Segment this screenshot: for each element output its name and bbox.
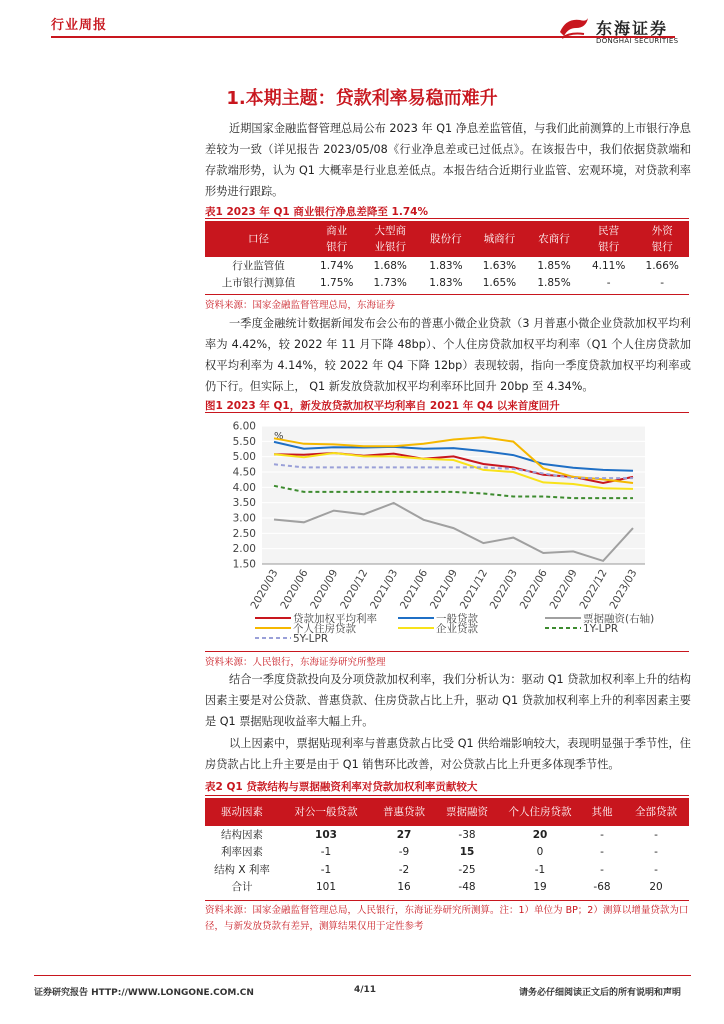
table1-header-cell: 商业 银行	[312, 221, 361, 257]
table-cell: 20	[532, 828, 548, 841]
table-cell: 1.85%	[537, 276, 571, 289]
y-tick-label: 1.50	[232, 558, 256, 571]
table2-header-cell: 对公一般贷款	[279, 798, 373, 826]
table1-bottom-rule	[205, 294, 689, 295]
table1	[205, 221, 689, 291]
table2	[205, 798, 689, 896]
table-cell: -	[600, 863, 604, 876]
table1-caption: 表1 2023 年 Q1 商业银行净息差降至 1.74%	[205, 206, 428, 218]
page-number: 4/11	[354, 985, 377, 995]
legend-label: 个人住房贷款	[293, 623, 356, 635]
table1-header-row	[205, 221, 689, 257]
legend-label: 贷款加权平均利率	[293, 613, 377, 625]
figure1-rule	[205, 412, 689, 413]
table2-header-cell: 票据融资	[435, 798, 499, 826]
table2-header-cell: 普惠贷款	[373, 798, 435, 826]
section-tag: 行业周报	[51, 18, 108, 33]
table-cell: -	[654, 846, 658, 859]
loan-rate-chart	[205, 416, 689, 648]
paragraph-2-text: 一季度金融统计数据新闻发布会公布的普惠小微企业贷款（3 月普惠小微企业贷款加权平均利率为 4.42%，较 2022 年 11 月下降 48bp）、个人住房贷款加权平均利率（Q1 个人住房贷款加权平均利率为 4.14%，较 2022 年 Q4 下降 12bp）表现较弱，指向一季度贷款加权平均利率或仍下行。但实际上， Q1 新发放贷款加权平均利率环比回升 20bp 至 4.34%。	[205, 317, 691, 393]
table1-rule	[205, 218, 689, 219]
y-tick-label: 2.00	[232, 543, 256, 556]
x-tick-label: 2022/03	[487, 567, 520, 612]
x-tick-label: 2020/03	[248, 567, 281, 612]
table-cell: 101	[315, 881, 337, 894]
table-cell: 1.74%	[320, 259, 354, 272]
figure1-source: 资料来源：人民银行，东海证券研究所整理	[205, 657, 386, 668]
y-tick-label: 5.00	[232, 451, 256, 464]
table-cell: -48	[458, 881, 476, 894]
table-row	[205, 844, 689, 862]
y-tick-label: 2.50	[232, 527, 256, 540]
x-tick-label: 2021/09	[427, 567, 461, 612]
x-tick-label: 2021/12	[457, 567, 491, 612]
x-tick-label: 2022/09	[547, 567, 580, 612]
paragraph-2	[205, 313, 691, 397]
table-cell: 1.83%	[429, 259, 463, 272]
paragraph-3	[205, 669, 691, 732]
table2-body	[205, 826, 689, 896]
x-tick-label: 2022/06	[517, 567, 550, 612]
table2-header-cell: 其他	[581, 798, 623, 826]
table2-header-row	[205, 798, 689, 826]
figure1-caption: 图1 2023 年 Q1，新发放贷款加权平均利率自 2021 年 Q4 以来首度回升	[205, 400, 560, 412]
table2-source: 资料来源：国家金融监督管理总局，人民银行，东海证券研究所测算。注：1）单位为 BP；2）测算以增量贷款为口径，与新发放贷款有差异，测算结果仅用于定性参考	[205, 905, 689, 932]
table2-bottom-rule	[205, 900, 689, 901]
y-tick-label: 4.00	[232, 481, 256, 494]
table1-source: 资料来源：国家金融监督管理总局，东海证券	[205, 300, 396, 311]
table-cell: -1	[320, 846, 332, 859]
x-tick-label: 2023/03	[607, 567, 640, 612]
table-cell: 1.73%	[373, 276, 407, 289]
table1-header-cell: 大型商 业银行	[361, 221, 419, 257]
table-cell: -38	[458, 828, 476, 841]
y-tick-label: 6.00	[232, 420, 256, 433]
table2-header-cell: 全部贷款	[623, 798, 689, 826]
x-tick-label: 2020/06	[278, 567, 311, 612]
table-cell: -2	[398, 863, 410, 876]
table-cell: 103	[315, 828, 337, 841]
table-cell: 4.11%	[591, 259, 626, 272]
table-cell: 20	[649, 881, 663, 894]
y-tick-label: 3.50	[232, 497, 256, 510]
page-title: 1.本期主题：贷款利率易稳而难升	[226, 88, 498, 109]
table-cell: -	[660, 276, 665, 289]
brand-name: 东海证券	[596, 19, 669, 38]
table-cell: 1.85%	[537, 259, 571, 272]
table1-header-cell: 外资 银行	[635, 221, 689, 257]
table1-header-cell: 城商行	[473, 221, 527, 257]
table-cell: -	[600, 846, 604, 859]
table2-header-cell: 驱动因素	[205, 798, 279, 826]
table-row	[205, 257, 689, 274]
x-tick-label: 2021/03	[368, 567, 401, 612]
footer-left: 证券研究报告 HTTP://WWW.LONGONE.COM.CN	[34, 988, 254, 998]
footer-disclaimer: 请务必仔细阅读正文后的所有说明和声明	[519, 988, 682, 998]
table1-header-cell: 农商行	[526, 221, 582, 257]
table-cell: 1.68%	[373, 259, 407, 272]
x-tick-label: 2020/09	[308, 567, 341, 612]
y-tick-label: 5.50	[232, 435, 256, 448]
x-tick-label: 2021/06	[397, 567, 431, 612]
intro-text: 近期国家金融监督管理总局公布 2023 年 Q1 净息差监管值，与我们此前测算的上市银行净息差较为一致（详见报告 2023/05/08《行业净息差或已过低点》。在该报告中，我们依据贷款端和存款端形势，认为 Q1 大概率是行业息差低点。本报告结合近期行业监管、宏观环境，对贷款利率形势进行跟踪。	[205, 122, 691, 198]
table-row	[205, 861, 689, 879]
x-tick-label: 2022/12	[577, 567, 610, 612]
table-row	[205, 274, 689, 291]
table2-header-cell: 个人住房贷款	[499, 798, 581, 826]
legend-label: 企业贷款	[436, 623, 478, 635]
paragraph-4	[205, 733, 691, 775]
table-cell: 16	[397, 881, 411, 894]
paragraph-3-text: 结合一季度贷款投向及分项贷款加权利率，我们分析认为：驱动 Q1 贷款加权利率上升的结构因素主要是对公贷款、普惠贷款、住房贷款占比上升，驱动 Q1 贷款加权利率上升的利率因素主要是 Q1 票据贴现收益率大幅上升。	[205, 673, 691, 728]
y-tick-label: 3.00	[232, 512, 256, 525]
y-unit-label: %	[274, 431, 284, 442]
intro-paragraph	[205, 118, 691, 202]
table-cell: 1.63%	[482, 259, 517, 272]
table-row	[205, 826, 689, 844]
y-tick-label: 4.50	[232, 466, 256, 479]
table-cell: -9	[398, 846, 410, 859]
table-row	[205, 879, 689, 897]
table-cell: -	[654, 863, 658, 876]
table1-body	[205, 257, 689, 291]
table-cell: 0	[536, 846, 544, 859]
table-cell: 利率因素	[221, 846, 263, 859]
table-cell: 结构因素	[221, 828, 263, 841]
table-cell: -1	[534, 863, 546, 876]
paragraph-4-text: 以上因素中，票据贴现利率与普惠贷款占比受 Q1 供给端影响较大，表现明显强于季节性，住房贷款占比上升主要是由于 Q1 销售环比改善，对公贷款占比上升更多体现季节性。	[205, 737, 691, 771]
legend-label: 5Y-LPR	[293, 633, 329, 645]
table1-header-cell: 股份行	[419, 221, 473, 257]
legend-label: 1Y-LPR	[583, 623, 619, 635]
table-cell: 15	[459, 846, 475, 859]
table-cell: 上市银行测算值	[221, 276, 296, 289]
table2-rule	[205, 795, 689, 796]
table-cell: 1.83%	[429, 276, 463, 289]
table-cell: -	[606, 276, 611, 289]
table-cell: 1.75%	[320, 276, 354, 289]
table-cell: 1.66%	[645, 259, 679, 272]
table-cell: 行业监管值	[232, 259, 285, 272]
legend-label: 一般贷款	[436, 613, 478, 625]
table-cell: 合计	[231, 881, 253, 894]
table-cell: 27	[396, 828, 412, 841]
table1-header-cell: 民营 银行	[582, 221, 636, 257]
logo-icon	[556, 14, 590, 44]
table-cell: -1	[320, 863, 332, 876]
table-cell: -	[654, 828, 658, 841]
table-cell: 19	[533, 881, 547, 894]
table1-header-cell: 口径	[205, 221, 312, 257]
figure1-bottom-rule	[205, 651, 689, 652]
table-cell: 1.65%	[482, 276, 517, 289]
footer-divider	[34, 975, 691, 976]
x-tick-label: 2020/12	[338, 567, 371, 612]
plot-area	[262, 426, 645, 564]
table-cell: -	[600, 828, 604, 841]
table2-caption: 表2 Q1 贷款结构与票据融资利率对贷款加权利率贡献较大	[205, 781, 478, 793]
table-cell: 结构 X 利率	[214, 863, 270, 876]
table-cell: -68	[593, 881, 611, 894]
brand-name-en: DONGHAI SECURITIES	[596, 37, 679, 45]
legend-label: 票据融资(右轴)	[583, 613, 655, 625]
table-cell: -25	[458, 863, 476, 876]
